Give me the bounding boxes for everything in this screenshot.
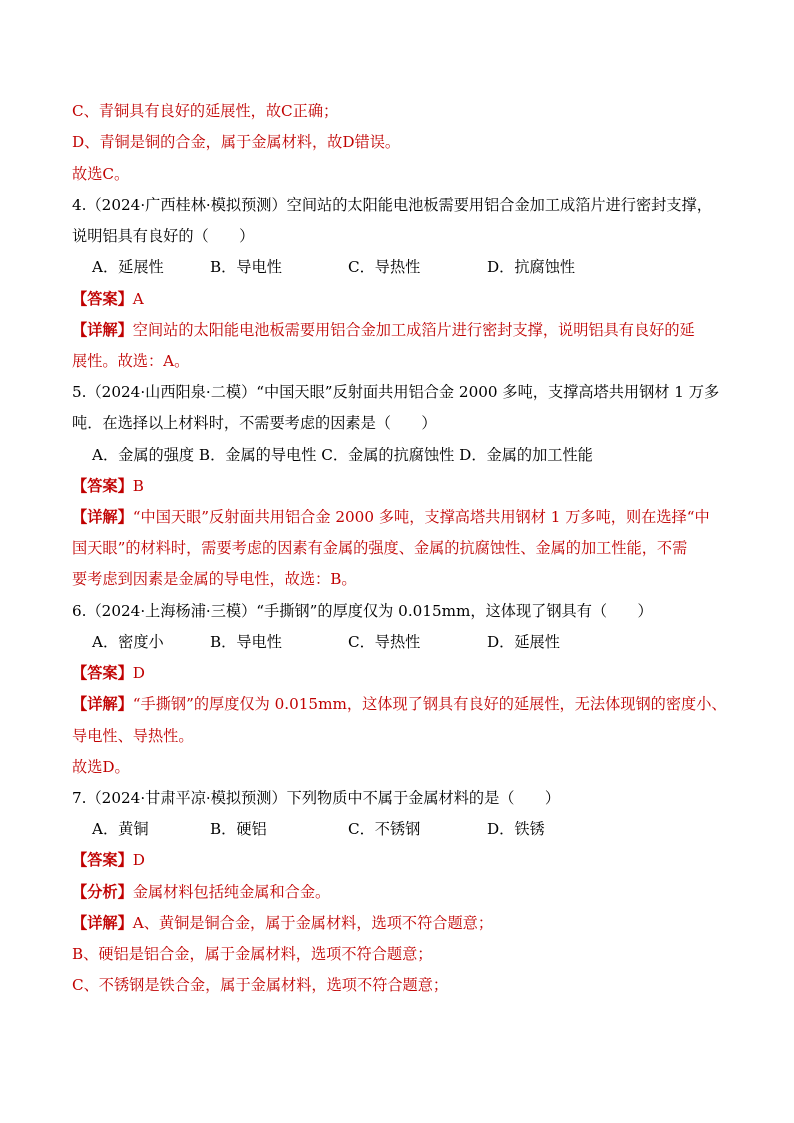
answer-value: A: [132, 290, 144, 308]
detail-text-cont: 要考虑到因素是金属的导电性，故选：B。: [72, 570, 357, 588]
detail-tag: 【详解】: [72, 321, 133, 339]
detail-tag: 【详解】: [72, 508, 133, 526]
detail-line: [72, 507, 710, 527]
answer-value: B: [132, 477, 144, 495]
analysis-line: [72, 882, 330, 902]
question-6-text: 6.（2024·上海杨浦·三模）“手撕钢”的厚度仅为 0.015mm，这体现了钢具有（ ）: [72, 602, 653, 620]
detail-text: A、黄铜是铜合金，属于金属材料，选项不符合题意；: [132, 914, 494, 932]
detail-text: “手撕钢”的厚度仅为 0.015mm，这体现了钢具有良好的延展性，无法体现钢的密度小、: [132, 695, 727, 713]
detail-text: “中国天眼”反射面共用铝合金 2000 多吨，支撑高塔共用钢材 1 万多吨，则在选择“中: [132, 508, 710, 526]
option-c: C．导热性: [348, 633, 421, 651]
option-a: A．黄铜: [92, 820, 149, 838]
detail-text-cont: 导电性、导热性。: [72, 727, 194, 745]
question-5-text: 5.（2024·山西阳泉·二模）“中国天眼”反射面共用铝合金 2000 多吨，支撑高塔共用钢材 1 万多: [72, 383, 720, 401]
question-4-text-cont: 说明铝具有良好的（ ）: [72, 227, 255, 245]
detail-line: [72, 694, 727, 714]
question-5-text-cont: 吨．在选择以上材料时，不需要考虑的因素是（ ）: [72, 414, 437, 432]
answer-tag: 【答案】: [72, 664, 133, 682]
option-d: D．延展性: [487, 633, 560, 651]
option-c: C．不锈钢: [348, 820, 421, 838]
option-b: B．硬铝: [210, 820, 267, 838]
analysis-text: 金属材料包括纯金属和合金。: [132, 883, 331, 901]
explanation-line: D、青铜是铜的合金，属于金属材料，故D错误。: [72, 133, 401, 151]
analysis-tag: 【分析】: [72, 883, 133, 901]
answer-value: D: [132, 851, 145, 869]
detail-line: [72, 913, 493, 933]
detail-text-cont: B、硬铝是铝合金，属于金属材料，选项不符合题意；: [72, 945, 433, 963]
option-b: B．导电性: [210, 633, 282, 651]
conclusion-line: 故选C。: [72, 165, 130, 183]
option-b: B．导电性: [210, 258, 282, 276]
option-a: A．延展性: [92, 258, 164, 276]
option-d: D．铁锈: [487, 820, 545, 838]
conclusion-line: 故选D。: [72, 758, 130, 776]
answer-line: [72, 850, 145, 870]
answer-tag: 【答案】: [72, 290, 133, 308]
detail-line: [72, 320, 695, 340]
option-d: D．抗腐蚀性: [487, 258, 576, 276]
options-line: A．金属的强度 B．金属的导电性 C．金属的抗腐蚀性 D．金属的加工性能: [92, 446, 593, 464]
explanation-line: C、青铜具有良好的延展性，故C正确；: [72, 102, 339, 120]
answer-line: [72, 663, 145, 683]
detail-text-cont: 展性。故选：A。: [72, 352, 190, 370]
answer-tag: 【答案】: [72, 851, 133, 869]
detail-text-cont: 国天眼”的材料时，需要考虑的因素有金属的强度、金属的抗腐蚀性、金属的加工性能，不需: [72, 539, 688, 557]
detail-tag: 【详解】: [72, 914, 133, 932]
detail-text-cont: C、不锈钢是铁合金，属于金属材料，选项不符合题意；: [72, 976, 449, 994]
detail-tag: 【详解】: [72, 695, 133, 713]
question-7-text: 7.（2024·甘肃平凉·模拟预测）下列物质中不属于金属材料的是（ ）: [72, 789, 561, 807]
answer-tag: 【答案】: [72, 477, 133, 495]
answer-line: [72, 476, 144, 496]
option-c: C．导热性: [348, 258, 421, 276]
detail-text: 空间站的太阳能电池板需要用铝合金加工成箔片进行密封支撑，说明铝具有良好的延: [132, 321, 695, 339]
question-4-text: 4.（2024·广西桂林·模拟预测）空间站的太阳能电池板需要用铝合金加工成箔片进行密封支撑，: [72, 196, 712, 214]
answer-line: [72, 289, 144, 309]
option-a: A．密度小: [92, 633, 164, 651]
answer-value: D: [132, 664, 145, 682]
